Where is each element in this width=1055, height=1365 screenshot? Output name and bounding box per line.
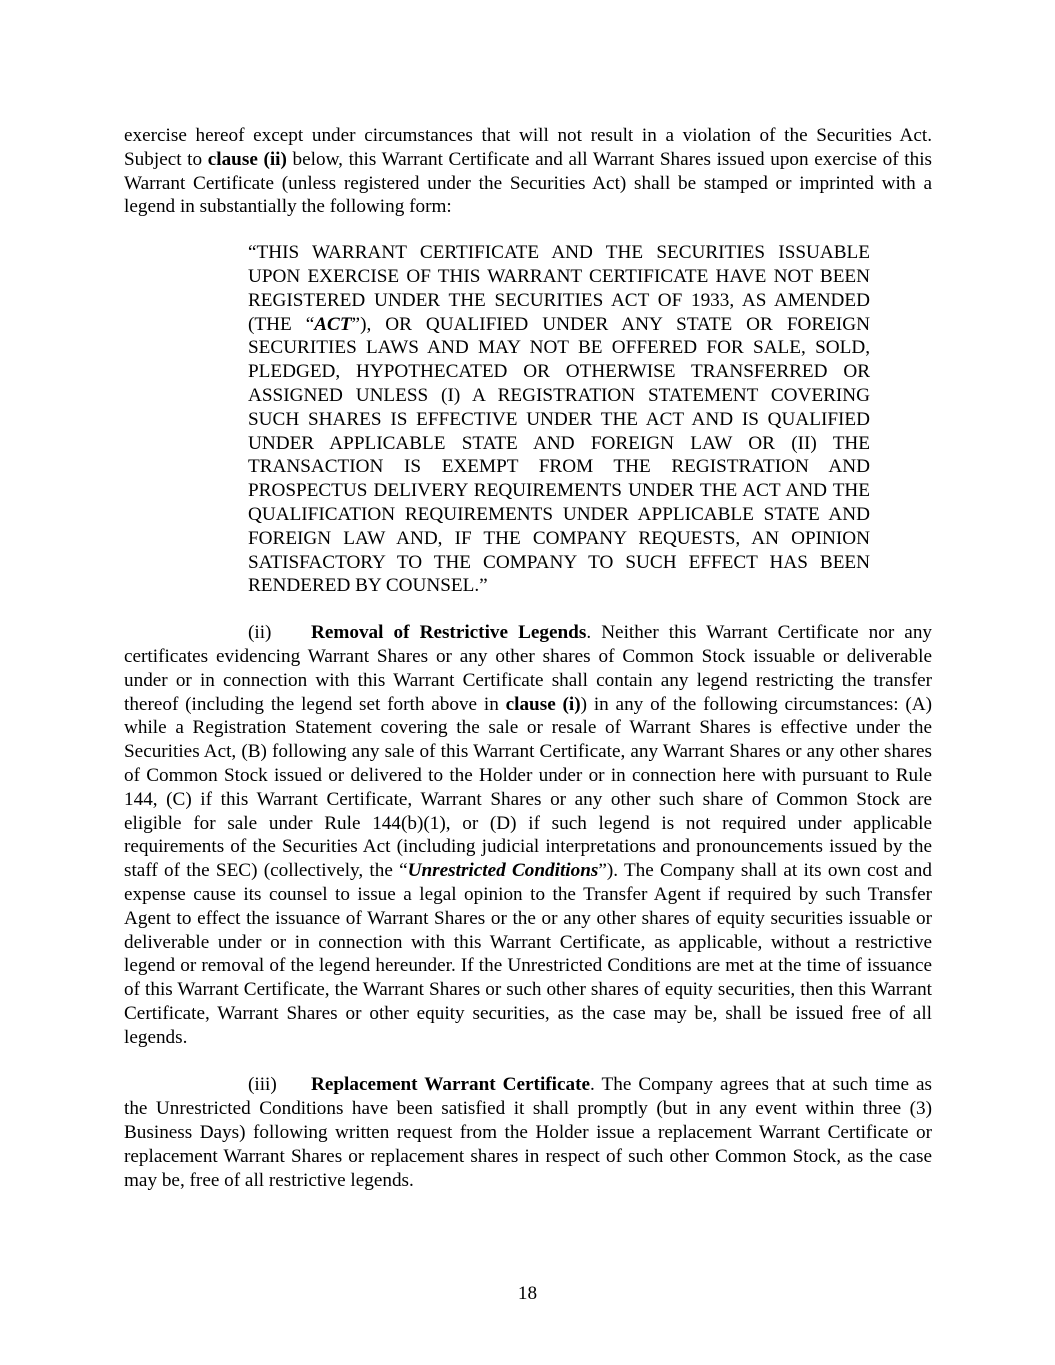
section-iii-heading: Replacement Warrant Certificate [311,1074,591,1096]
clause-ii-reference: clause (ii) [207,148,287,170]
section-ii-heading: Removal of Restrictive Legends [311,622,587,644]
intro-paragraph [124,124,932,219]
section-ii-text-1: . Neither this Warrant Certificate nor any certificates evidencing Warrant Shares or any other shares of Common Stock issuable or deliverable under or in connection with this Warrant Certificate shall contain any legend restricting the transfer thereof (including the legend set forth above in [124,622,933,715]
document-page [124,124,932,1216]
intro-text-2: below, this Warrant Certificate and all Warrant Shares issued upon exercise of this Warrant Certificate (unless registered under the Securities Act) shall be stamped or imprinted with a legend in substantially the following form: [124,148,932,218]
clause-i-reference: clause (i) [505,693,581,715]
restrictive-legend-block [248,241,870,598]
section-iii-number: (iii) [248,1074,277,1096]
section-ii-text-3: ”). The Company shall at its own cost and expense cause its counsel to issue a legal opinion to the Transfer Agent if required by such Transfer Agent to effect the issuance of Warrant Shares or the or any other shares of equity securities issuable or deliverable under or in connection with this Warrant Certificate, as applicable, without a restrictive legend or removal of the legend hereunder. If the Unrestricted Conditions are met at the time of issuance of this Warrant Certificate, the Warrant Shares or such other shares of equity securities, then this Warrant Certificate, Warrant Shares or other equity securities, as the case may be, shall be issued free of all legends. [124,860,932,1048]
section-ii-paragraph [124,621,932,1049]
section-ii-text-2: ) in any of the following circumstances: (A) while a Registration Statement covering the sale or resale of Warrant Shares is effective under the Securities Act, (B) following any sale of this Warrant Certificate, any Warrant Shares or any other shares of Common Stock issued or delivered to the Holder under or in connection here with pursuant to Rule 144, (C) if this Warrant Certificate, Warrant Shares or any other such share of Common Stock are eligible for sale under Rule 144(b)(1), or (D) if such legend is not required under applicable requirements of the Securities Act (including judicial interpretations and pronouncements issued by the staff of the SEC) (collectively, the “ [124,693,932,882]
intro-text-1: exercise hereof except under circumstances that will not result in a violation of the Securities Act. Subject to [124,125,932,170]
legend-text-1: “THIS WARRANT CERTIFICATE AND THE SECURITIES ISSUABLE UPON EXERCISE OF THIS WARRANT CERTIFICATE HAVE NOT BEEN REGISTERED UNDER THE SECURITIES ACT OF 1933, AS AMENDED (THE “ [248,242,870,335]
section-iii-paragraph [124,1073,932,1192]
legend-act-term: ACT [314,313,352,335]
section-iii-text-1: . The Company agrees that at such time as the Unrestricted Conditions have been satisfied it shall promptly (but in any event within three (3) Business Days) following written request from the Holder issue a replacement Warrant Certificate or replacement Warrant Shares or replacement shares in respect of such other Common Stock, as the case may be, free of all restrictive legends. [124,1074,932,1191]
unrestricted-conditions-term: Unrestricted Conditions [407,860,599,882]
legend-text-2: ”), OR QUALIFIED UNDER ANY STATE OR FOREIGN SECURITIES LAWS AND MAY NOT BE OFFERED FOR SALE, SOLD, PLEDGED, HYPOTHECATED OR OTHERWISE TRANSFERRED OR ASSIGNED UNLESS (I) A REGISTRATION STATEMENT COVERING SUCH SHARES IS EFFECTIVE UNDER THE ACT AND IS QUALIFIED UNDER APPLICABLE STATE AND FOREIGN LAW OR (II) THE TRANSACTION IS EXEMPT FROM THE REGISTRATION AND PROSPECTUS DELIVERY REQUIREMENTS UNDER THE ACT AND THE QUALIFICATION REQUIREMENTS UNDER APPLICABLE STATE AND FOREIGN LAW AND, IF THE COMPANY REQUESTS, AN OPINION SATISFACTORY TO THE COMPANY TO SUCH EFFECT HAS BEEN RENDERED BY COUNSEL.” [248,313,870,597]
section-ii-number: (ii) [248,622,272,644]
page-number: 18 [517,1283,538,1304]
